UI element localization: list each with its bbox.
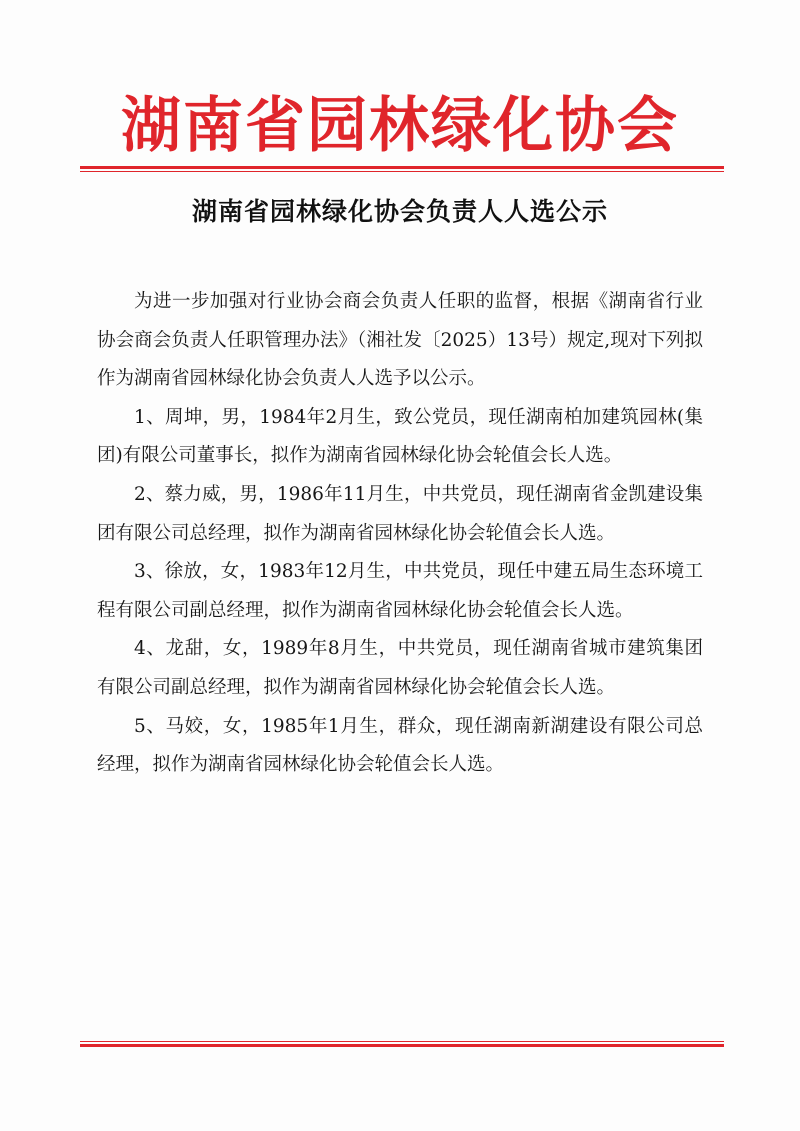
letterhead-rule-thick (80, 166, 724, 169)
paragraph-candidate-4: 4、龙甜，女，1989年8月生，中共党员，现任湖南省城市建筑集团有限公司副总经理，拟作为湖南省园林绿化协会轮值会长人选。 (97, 638, 703, 698)
letterhead-org-name: 湖南省园林绿化协会 (121, 91, 679, 161)
paragraph-candidate-2: 2、蔡力威，男，1986年11月生，中共党员，现任湖南省金凯建设集团有限公司总经理，拟作为湖南省园林绿化协会轮值会长人选。 (97, 483, 703, 544)
footer-rule-thick (80, 1044, 724, 1047)
paragraph-candidate-3: 3、徐放，女，1983年12月生，中共党员，现任中建五局生态环境工程有限公司副总经理，拟作为湖南省园林绿化协会轮值会长人选。 (97, 561, 703, 621)
document-title: 湖南省园林绿化协会负责人人选公示 (191, 197, 608, 226)
paragraph-candidate-5: 5、马姣，女，1985年1月生，群众，现任湖南新湖建设有限公司总经理，拟作为湖南省园林绿化协会轮值会长人选。 (97, 715, 703, 776)
paragraph-intro: 为进一步加强对行业协会商会负责人任职的监督，根据《湖南省行业协会商会负责人任职管理办法》（湘社发〔2025）13号）规定,现对下列拟作为湖南省园林绿化协会负责人人选予以公示。 (97, 291, 703, 390)
document-body (97, 283, 703, 785)
letterhead-rule-thin (80, 171, 724, 172)
paragraph-candidate-1: 1、周坤，男，1984年2月生，致公党员，现任湖南柏加建筑园林(集团)有限公司董事长，拟作为湖南省园林绿化协会轮值会长人选。 (97, 406, 703, 467)
footer-rule-thin (80, 1041, 724, 1042)
